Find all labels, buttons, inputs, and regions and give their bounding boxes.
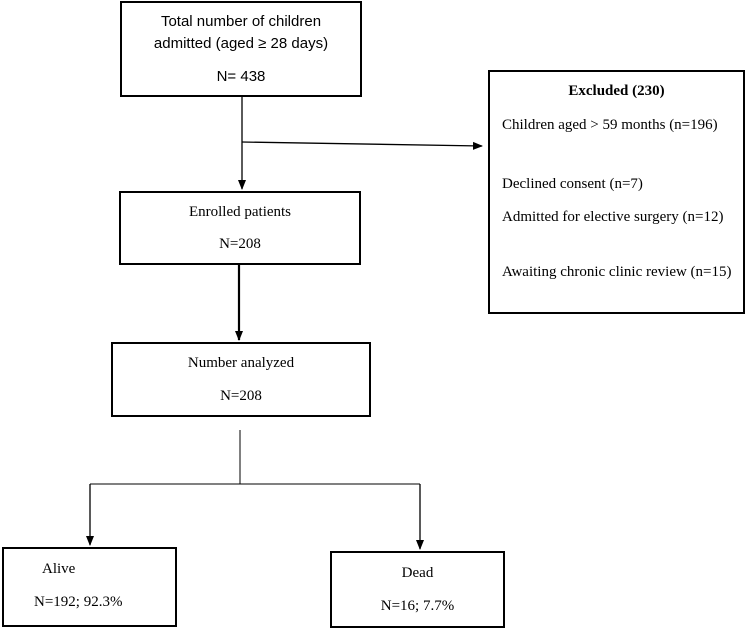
- total-admitted-box: [120, 1, 362, 97]
- analyzed-box: [111, 342, 371, 417]
- dead-label: Dead: [401, 565, 434, 581]
- dead-box: [330, 551, 505, 628]
- alive-count: N=192; 92.3%: [34, 594, 123, 610]
- enrolled-count: N=208: [219, 236, 261, 252]
- total-label-line1: Total number of children: [160, 13, 322, 30]
- total-label-line2: admitted (aged ≥ 28 days): [153, 35, 329, 52]
- excluded-item: Awaiting chronic clinic review (n=15): [502, 264, 732, 280]
- excluded-item: Admitted for elective surgery (n=12): [502, 209, 724, 225]
- enrolled-box: [119, 191, 361, 265]
- excluded-item: Children aged > 59 months (n=196): [502, 117, 718, 133]
- enrolled-label: Enrolled patients: [188, 204, 292, 220]
- excluded-item: Declined consent (n=7): [502, 176, 643, 192]
- analyzed-count: N=208: [220, 388, 262, 404]
- excluded-box: [488, 70, 745, 314]
- analyzed-label: Number analyzed: [187, 355, 295, 371]
- excluded-title: Excluded (230): [568, 83, 665, 99]
- alive-label: Alive: [42, 561, 76, 577]
- dead-count: N=16; 7.7%: [380, 598, 455, 614]
- total-count: N= 438: [216, 68, 266, 85]
- arrow-to-excluded: [242, 142, 482, 146]
- alive-box: [2, 547, 177, 627]
